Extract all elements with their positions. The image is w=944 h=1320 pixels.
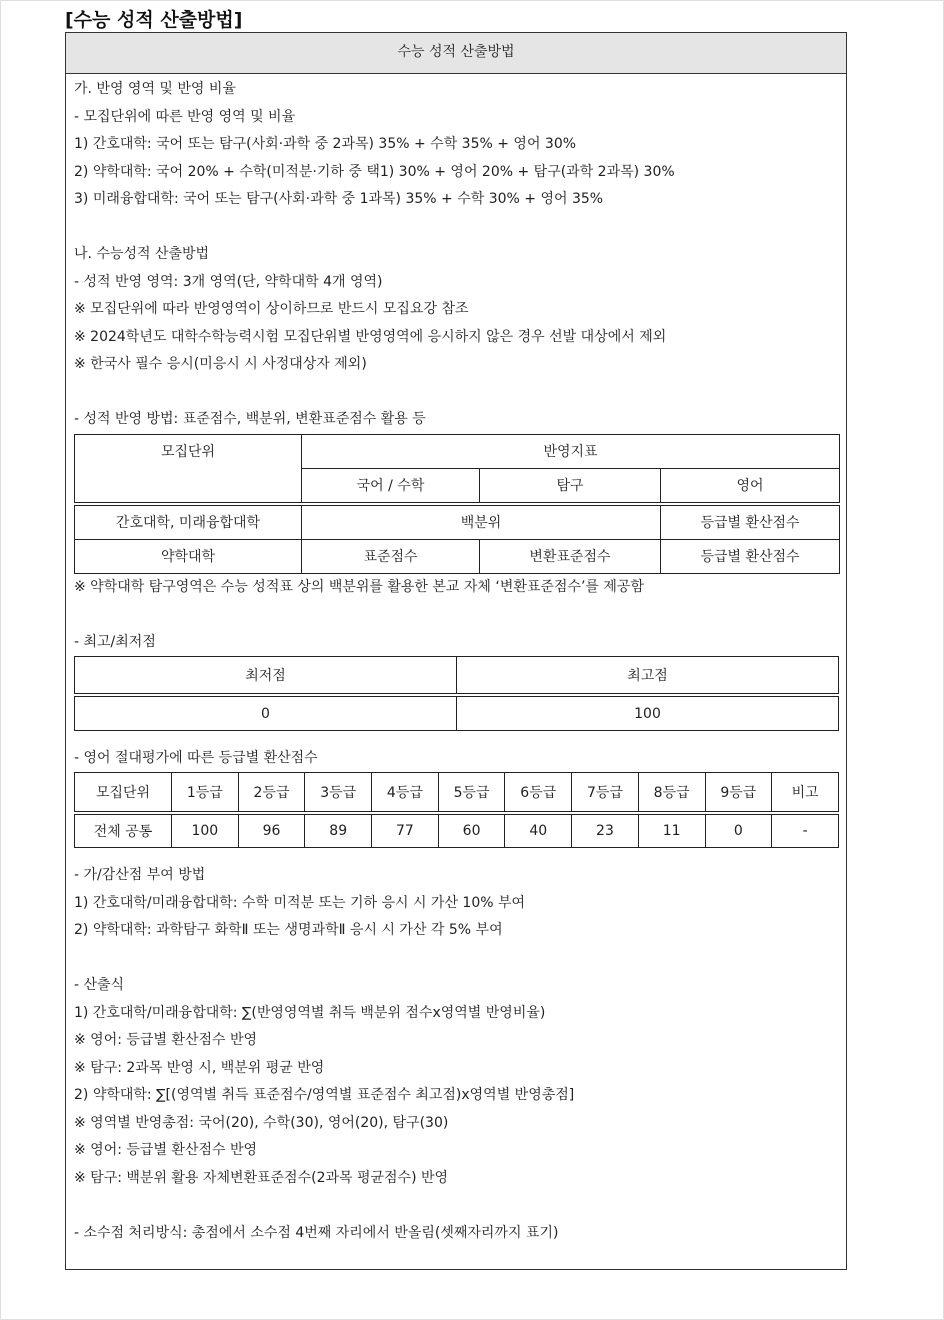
text-line: - 영어 절대평가에 따른 등급별 환산점수 xyxy=(74,749,318,766)
text-line: ※ 약학대학 탐구영역은 수능 성적표 상의 백분위를 활용한 본교 자체 ‘변환표준점수’를 제공함 xyxy=(74,578,644,595)
index-table-head xyxy=(74,434,840,503)
th-max: 최고점 xyxy=(457,657,839,694)
text-line: 2) 약학대학: 국어 20% + 수학(미적분·기하 중 택1) 30% + 영어 20% + 탐구(과학 2과목) 30% xyxy=(74,163,675,180)
score-method-box xyxy=(65,32,847,1270)
grade-header-cell: 1등급 xyxy=(172,773,239,812)
cell: 등급별 환산점수 xyxy=(661,539,840,573)
minmax-table-body xyxy=(74,696,839,731)
text-line: 1) 간호대학/미래융합대학: ∑(반영영역별 취득 백분위 점수x영역별 반영비율) xyxy=(74,1004,546,1021)
text-line: - 산출식 xyxy=(74,977,125,993)
cell: 100 xyxy=(457,697,839,731)
text-line: 나. 수능성적 산출방법 xyxy=(74,246,210,262)
grade-header-cell: 5등급 xyxy=(438,773,505,812)
index-table-body xyxy=(74,505,840,574)
english-grade-table-head xyxy=(74,772,839,812)
grade-score-cell: 40 xyxy=(505,815,572,848)
grade-header-cell: 3등급 xyxy=(305,773,372,812)
th-unit: 모집단위 xyxy=(75,434,302,502)
text-line: ※ 탐구: 2과목 반영 시, 백분위 평균 반영 xyxy=(74,1059,325,1076)
text-line: - 성적 반영 방법: 표준점수, 백분위, 변환표준점수 활용 등 xyxy=(74,411,426,427)
text-line: - 가/감산점 부여 방법 xyxy=(74,867,206,883)
text-line: ※ 영어: 등급별 환산점수 반영 xyxy=(74,1032,258,1048)
cell: 0 xyxy=(75,697,457,731)
text-line: - 성적 반영 영역: 3개 영역(단, 약학대학 4개 영역) xyxy=(74,273,383,290)
grade-header-cell: 6등급 xyxy=(505,773,572,812)
grade-header-cell: 비고 xyxy=(772,773,839,812)
text-line: ※ 한국사 필수 응시(미응시 시 사정대상자 제외) xyxy=(74,356,367,372)
minmax-table-head xyxy=(74,656,839,694)
cell: 간호대학, 미래융합대학 xyxy=(75,505,302,539)
english-grade-table-body xyxy=(74,814,839,848)
grade-score-cell: 96 xyxy=(238,815,305,848)
text-line: ※ 탐구: 백분위 활용 자체변환표준점수(2과목 평균점수) 반영 xyxy=(74,1169,449,1186)
th-inquiry: 탐구 xyxy=(480,468,661,502)
grade-score-cell: 전체 공통 xyxy=(75,815,172,848)
grade-score-cell: 23 xyxy=(572,815,639,848)
text-line: 2) 약학대학: ∑[(영역별 취득 표준점수/영역별 표준점수 최고점)x영역별 반영총점] xyxy=(74,1087,575,1103)
th-kor-math: 국어 / 수학 xyxy=(302,468,480,502)
text-line: - 최고/최저점 xyxy=(74,633,156,650)
grade-score-cell: 60 xyxy=(438,815,505,848)
text-line: - 소수점 처리방식: 총점에서 소수점 4번째 자리에서 반올림(셋째자리까지 표기) xyxy=(74,1224,559,1241)
grade-header-cell: 7등급 xyxy=(572,773,639,812)
grade-score-cell: - xyxy=(772,815,839,848)
text-line: ※ 모집단위에 따라 반영영역이 상이하므로 반드시 모집요강 참조 xyxy=(74,301,469,317)
text-line: ※ 영어: 등급별 환산점수 반영 xyxy=(74,1142,258,1158)
grade-header-cell: 모집단위 xyxy=(75,773,172,812)
th-index: 반영지표 xyxy=(302,434,840,468)
th-min: 최저점 xyxy=(75,657,457,694)
cell: 백분위 xyxy=(302,505,661,539)
text-line: ※ 2024학년도 대학수학능력시험 모집단위별 반영영역에 응시하지 않은 경우 선발 대상에서 제외 xyxy=(74,328,667,345)
grade-score-cell: 77 xyxy=(372,815,439,848)
page-title: [수능 성적 산출방법] xyxy=(65,9,243,31)
text-line: 1) 간호대학/미래융합대학: 수학 미적분 또는 기하 응시 시 가산 10% 부여 xyxy=(74,894,526,911)
text-line: - 모집단위에 따른 반영 영역 및 비율 xyxy=(74,108,296,125)
cell: 등급별 환산점수 xyxy=(661,505,840,539)
th-english: 영어 xyxy=(661,468,840,502)
grade-score-cell: 100 xyxy=(172,815,239,848)
grade-header-cell: 8등급 xyxy=(638,773,705,812)
grade-header-cell: 9등급 xyxy=(705,773,772,812)
cell: 변환표준점수 xyxy=(480,539,661,573)
grade-score-cell: 0 xyxy=(705,815,772,848)
box-content xyxy=(66,74,846,1247)
grade-score-cell: 89 xyxy=(305,815,372,848)
text-line: ※ 영역별 반영총점: 국어(20), 수학(30), 영어(20), 탐구(30) xyxy=(74,1114,449,1131)
text-line: 가. 반영 영역 및 반영 비율 xyxy=(74,81,236,97)
grade-header-cell: 4등급 xyxy=(372,773,439,812)
cell: 표준점수 xyxy=(302,539,480,573)
text-line: 2) 약학대학: 과학탐구 화학Ⅱ 또는 생명과학Ⅱ 응시 시 가산 각 5% 부여 xyxy=(74,922,503,938)
text-line: 1) 간호대학: 국어 또는 탐구(사회·과학 중 2과목) 35% + 수학 35% + 영어 30% xyxy=(74,136,577,152)
text-line: 3) 미래융합대학: 국어 또는 탐구(사회·과학 중 1과목) 35% + 수학 30% + 영어 35% xyxy=(74,191,604,207)
grade-score-cell: 11 xyxy=(638,815,705,848)
box-header: 수능 성적 산출방법 xyxy=(66,33,846,74)
cell: 약학대학 xyxy=(75,539,302,573)
grade-header-cell: 2등급 xyxy=(238,773,305,812)
